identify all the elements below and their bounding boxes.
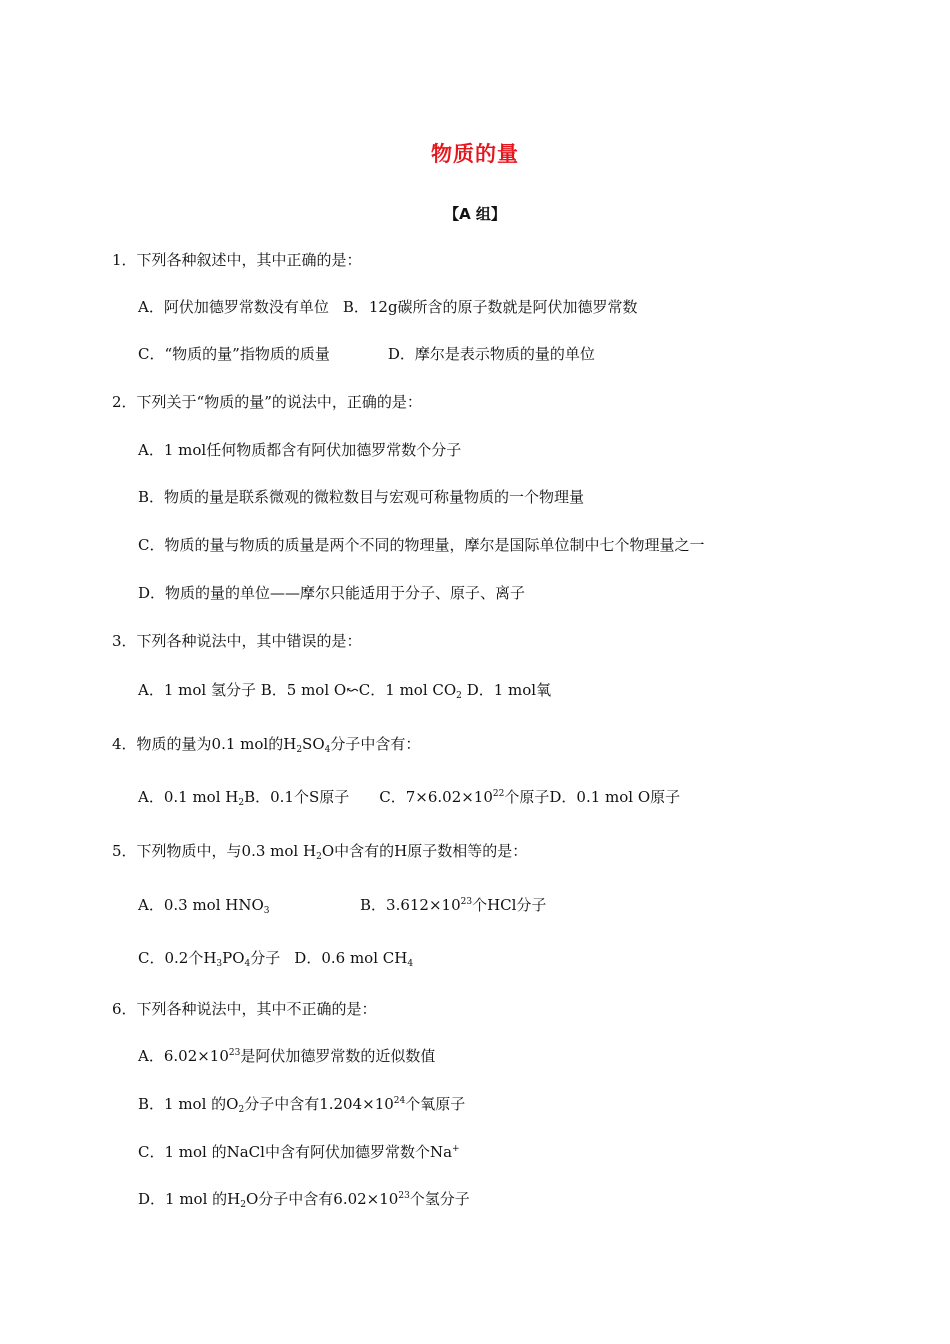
- question-3-option-a: A．1 mol 氢分子: [138, 681, 256, 699]
- question-6-option-d-tail: 个氢分子: [409, 1190, 470, 1208]
- question-4-option-a: A．0.1 mol H: [138, 788, 239, 806]
- question-4-stem-formula: SO: [302, 735, 325, 753]
- question-4-options: [138, 787, 680, 807]
- question-6-option-b-text: B．1 mol 的O: [138, 1095, 239, 1113]
- question-6-option-a-text: A．6.02×10: [138, 1047, 229, 1065]
- question-6-option-a-tail: 是阿伏加德罗常数的近似数值: [240, 1047, 436, 1065]
- question-2-option-c: C．物质的量与物质的质量是两个不同的物理量，摩尔是国际单位制中七个物理量之一: [138, 536, 705, 554]
- question-4-stem-tail: 分子中含有：: [330, 735, 421, 753]
- question-4-option-a-subscript: 2: [238, 798, 245, 808]
- question-5-option-b: B．3.612×10: [360, 896, 461, 914]
- question-3-option-c-subscript: 2: [456, 691, 462, 701]
- question-4-option-c-tail: 个原子: [504, 788, 550, 806]
- question-5-option-c: C．0.2个H: [138, 949, 217, 967]
- question-6-option-b-exponent: 24: [393, 1096, 406, 1106]
- question-4-option-d: D．0.1 mol O原子: [549, 788, 681, 806]
- question-4-option-c: C．7×6.02×10: [379, 788, 493, 806]
- question-5-option-c-formula: PO: [222, 949, 245, 967]
- question-6-option-d-text: D．1 mol 的H: [138, 1190, 241, 1208]
- question-1-stem: 1．下列各种叙述中，其中正确的是：: [112, 251, 362, 269]
- question-4-stem-sub-2: 4: [324, 745, 331, 755]
- question-1-option-c: C．“物质的量”指物质的质量: [138, 345, 330, 363]
- question-4-stem-text: 4．物质的量为0.1 mol的H: [112, 735, 297, 753]
- question-4-stem: [112, 734, 420, 754]
- question-3-option-c: C．1 mol CO: [358, 681, 457, 699]
- question-6-option-a: [138, 1046, 435, 1066]
- question-5-options-row-2: [138, 948, 413, 968]
- group-heading: 【A 组】: [444, 205, 506, 223]
- question-6-option-b-mid: 分子中含有1.204×10: [244, 1095, 394, 1113]
- question-1-options-row-1: [138, 297, 638, 317]
- question-2-option-d: D．物质的量的单位——摩尔只能适用于分子、原子、离子: [138, 584, 526, 602]
- question-6-option-a-exponent: 23: [228, 1048, 241, 1058]
- question-6-option-c: [138, 1142, 460, 1162]
- question-1-option-b: B．12g碳所含的原子数就是阿伏加德罗常数: [342, 298, 638, 316]
- question-3-options: [138, 680, 551, 700]
- question-6-option-b-tail: 个氧原子: [405, 1095, 466, 1113]
- question-5-option-d-subscript: 4: [407, 959, 414, 969]
- question-6-option-b-subscript: 2: [238, 1105, 245, 1115]
- question-5-option-c-sub-2: 4: [244, 959, 251, 969]
- question-6-stem: 6．下列各种说法中，其中不正确的是：: [112, 1000, 377, 1018]
- question-5-stem-text: 5．下列物质中，与0.3 mol H: [112, 842, 317, 860]
- question-3-option-d: D．1 mol氧: [466, 681, 552, 699]
- question-4-stem-sub-1: 2: [296, 745, 303, 755]
- question-5-options-row-1: [138, 895, 546, 915]
- question-2-option-b: B．物质的量是联系微观的微粒数目与宏观可称量物质的一个物理量: [138, 488, 585, 506]
- question-5-stem: [112, 841, 527, 861]
- question-3-option-b: B．5 mol O: [260, 681, 347, 699]
- question-4-option-c-exponent: 22: [492, 789, 505, 799]
- question-6-option-d-exponent: 23: [398, 1191, 410, 1201]
- question-1-option-d: D．摩尔是表示物质的量的单位: [387, 345, 595, 363]
- question-3-option-b-glyph: ↜: [346, 681, 359, 699]
- question-5-option-d: D．0.6 mol CH: [294, 949, 408, 967]
- question-6-option-d-subscript: 2: [240, 1200, 246, 1210]
- question-5-option-a: [138, 895, 360, 915]
- question-3-stem: 3．下列各种说法中，其中错误的是：: [112, 632, 362, 650]
- question-5-option-b-exponent: 23: [460, 897, 473, 907]
- question-6-option-c-charge: +: [452, 1144, 460, 1154]
- question-5-option-c-sub-1: 3: [216, 959, 223, 969]
- question-5-stem-subscript: 2: [316, 852, 322, 862]
- question-2-stem: 2．下列关于“物质的量”的说法中，正确的是：: [112, 393, 422, 411]
- question-2-option-a: A．1 mol任何物质都含有阿伏加德罗常数个分子: [138, 441, 462, 459]
- question-6-option-c-text: C．1 mol 的NaCl中含有阿伏加德罗常数个Na: [138, 1143, 453, 1161]
- question-4-option-b: B．0.1个S原子: [244, 788, 350, 806]
- question-1-options-row-2: [138, 344, 595, 364]
- question-5-option-a-subscript: 3: [263, 906, 270, 916]
- question-6-option-d-mid: O分子中含有6.02×10: [245, 1190, 399, 1208]
- question-1-option-a: A．阿伏加德罗常数没有单位: [138, 298, 329, 316]
- question-5-stem-tail: O中含有的H原子数相等的是：: [321, 842, 528, 860]
- document-title: 物质的量: [431, 142, 519, 166]
- question-5-option-a-text: A．0.3 mol HNO: [138, 896, 264, 914]
- question-6-option-b: [138, 1094, 465, 1114]
- question-5-option-b-tail: 个HCl分子: [472, 896, 547, 914]
- question-6-option-d: [138, 1189, 470, 1209]
- question-5-option-c-tail: 分子: [250, 949, 281, 967]
